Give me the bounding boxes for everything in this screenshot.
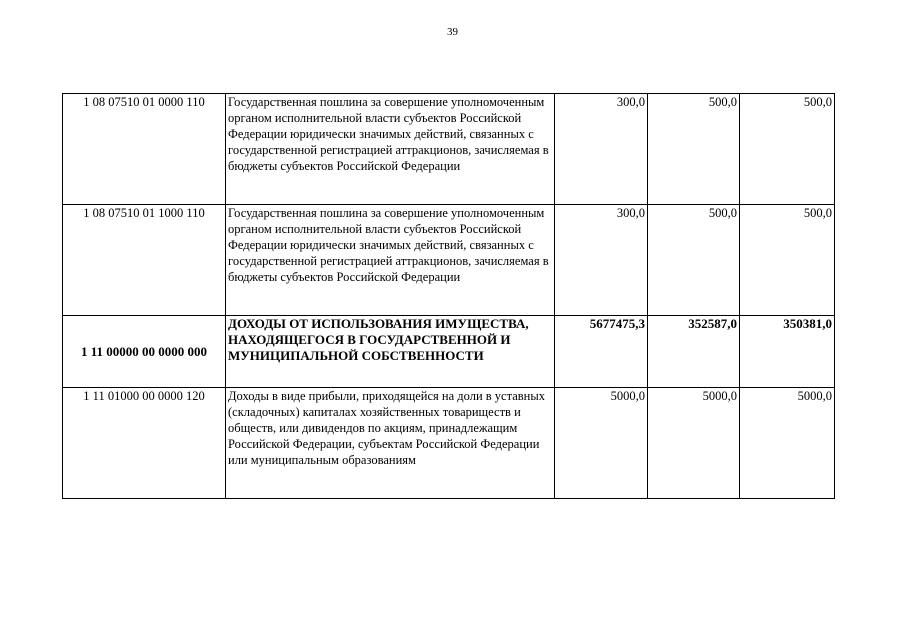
value-year-1-cell: 5000,0 bbox=[555, 388, 648, 499]
budget-code-cell: 1 11 01000 00 0000 120 bbox=[63, 388, 226, 499]
value-year-3-cell: 350381,0 bbox=[740, 316, 835, 388]
budget-code-cell: 1 08 07510 01 0000 110 bbox=[63, 94, 226, 205]
value-year-3-cell: 500,0 bbox=[740, 205, 835, 316]
budget-code-cell: 1 08 07510 01 1000 110 bbox=[63, 205, 226, 316]
value-year-2-cell: 352587,0 bbox=[648, 316, 740, 388]
table-row bbox=[63, 94, 835, 205]
value-year-1-cell: 5677475,3 bbox=[555, 316, 648, 388]
value-year-2-cell: 500,0 bbox=[648, 94, 740, 205]
table-row bbox=[63, 205, 835, 316]
description-cell: Доходы в виде прибыли, приходящейся на доли в уставных (складочных) капиталах хозяйственных товариществ и обществ, или дивидендов по акциям, принадлежащим Российской Федерации, субъектам Российской Федерации или муниципальным образованиям bbox=[226, 388, 555, 499]
description-cell: Государственная пошлина за совершение уполномоченным органом исполнительной власти субъектов Российской Федерации юридически значимых действий, связанных с государственной регистрацией аттракционов, зачисляемая в бюджеты субъектов Российской Федерации bbox=[226, 205, 555, 316]
table-row-section-header bbox=[63, 316, 835, 388]
description-cell: Государственная пошлина за совершение уполномоченным органом исполнительной власти субъектов Российской Федерации юридически значимых действий, связанных с государственной регистрацией аттракционов, зачисляемая в бюджеты субъектов Российской Федерации bbox=[226, 94, 555, 205]
value-year-2-cell: 5000,0 bbox=[648, 388, 740, 499]
revenue-table bbox=[62, 93, 835, 499]
value-year-2-cell: 500,0 bbox=[648, 205, 740, 316]
value-year-3-cell: 500,0 bbox=[740, 94, 835, 205]
page-number: 39 bbox=[447, 26, 458, 38]
value-year-1-cell: 300,0 bbox=[555, 94, 648, 205]
budget-code-cell: 1 11 00000 00 0000 000 bbox=[63, 316, 226, 388]
value-year-3-cell: 5000,0 bbox=[740, 388, 835, 499]
value-year-1-cell: 300,0 bbox=[555, 205, 648, 316]
description-cell: ДОХОДЫ ОТ ИСПОЛЬЗОВАНИЯ ИМУЩЕСТВА, НАХОДЯЩЕГОСЯ В ГОСУДАРСТВЕННОЙ И МУНИЦИПАЛЬНОЙ СОБСТВЕННОСТИ bbox=[226, 316, 555, 388]
table-row bbox=[63, 388, 835, 499]
